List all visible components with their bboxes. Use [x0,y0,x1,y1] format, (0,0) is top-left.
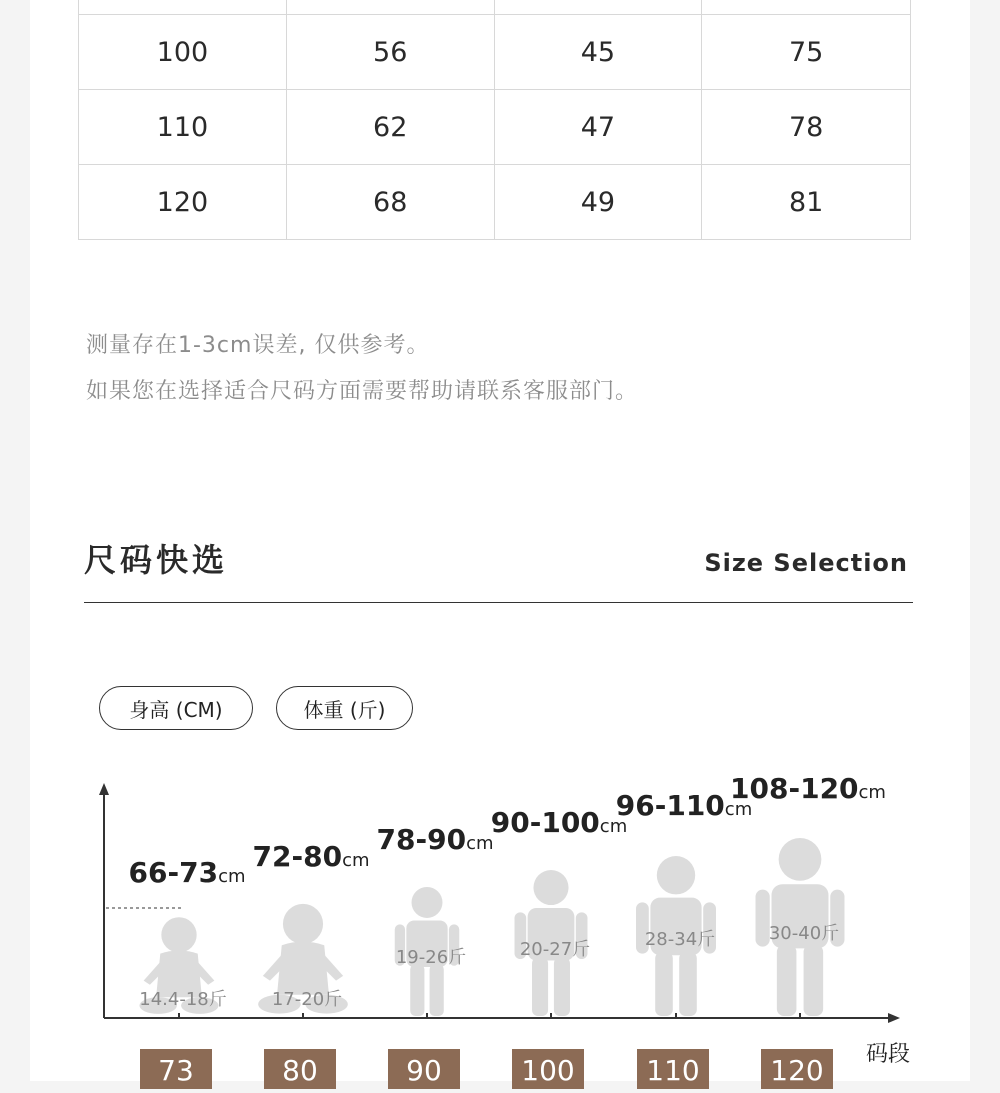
height-range-label [129,856,246,889]
table-cell: 68 [286,165,494,240]
weight-range-label: 30-40斤 [768,923,840,944]
figure-leg [777,945,797,1016]
figure-leg [655,952,673,1016]
size-code-box: 73 [140,1049,212,1089]
height-unit: cm [218,866,246,887]
help-note: 如果您在选择适合尺码方面需要帮助请联系客服部门。 [86,379,639,404]
height-range-value: 78-90 [376,823,467,856]
size-code-box: 80 [264,1049,336,1089]
figure-head [412,887,443,918]
figure-head [779,838,822,881]
measurement-note: 测量存在1-3cm误差, 仅供参考。 [86,333,430,358]
height-range-label [253,840,370,873]
figure-leg [532,958,548,1016]
size-code-box: 110 [637,1049,709,1089]
height-range-label [491,806,627,839]
tab-height[interactable]: 身高 (CM) [99,686,253,730]
height-range-value: 66-73 [128,856,219,889]
height-unit: cm [466,833,494,854]
height-range-label [730,772,886,805]
weight-range-label: 14.4-18斤 [139,989,227,1010]
x-axis-label: 码段 [866,1042,911,1067]
table-cell: 78 [702,90,911,165]
weight-range-label: 28-34斤 [644,929,716,950]
figure-head [161,917,196,952]
figure-leg [430,964,444,1016]
section-subtitle: Size Selection [704,549,908,577]
table-cell: 45 [494,15,702,90]
table-cell: 56 [286,15,494,90]
height-unit: cm [858,782,886,803]
height-unit: cm [724,799,753,820]
height-range-value: 90-100 [490,806,600,839]
height-range-label [377,823,494,856]
height-range-value: 108-120 [730,772,859,805]
weight-range-label: 19-26斤 [395,947,467,968]
section-title: 尺码快选 [84,541,229,579]
size-code-box: 90 [388,1049,460,1089]
weight-range-label: 20-27斤 [519,939,591,960]
table-cell: 49 [494,165,702,240]
height-unit: cm [599,816,628,837]
figure-leg [554,958,570,1016]
size-code-box: 120 [761,1049,833,1089]
table-cell: 120 [79,165,287,240]
y-axis-arrow [99,783,109,795]
size-code-box: 100 [512,1049,584,1089]
x-axis-arrow [888,1013,900,1023]
table-cell: 75 [702,15,911,90]
height-range-value: 72-80 [252,840,343,873]
table-cell: 100 [79,15,287,90]
table-cell: 81 [702,165,911,240]
tab-weight[interactable]: 体重 (斤) [276,686,413,730]
figure-head [283,904,323,944]
figure-head [657,856,695,894]
figure-head [533,870,568,905]
height-range-value: 96-110 [615,789,725,822]
figure-leg [410,964,424,1016]
table-cell: 62 [286,90,494,165]
height-unit: cm [342,850,370,871]
table-cell: 47 [494,90,702,165]
weight-range-label: 17-20斤 [271,989,343,1010]
figure-arm [756,890,770,947]
figure-leg [679,952,697,1016]
figure-leg [804,945,824,1016]
table-cell: 110 [79,90,287,165]
